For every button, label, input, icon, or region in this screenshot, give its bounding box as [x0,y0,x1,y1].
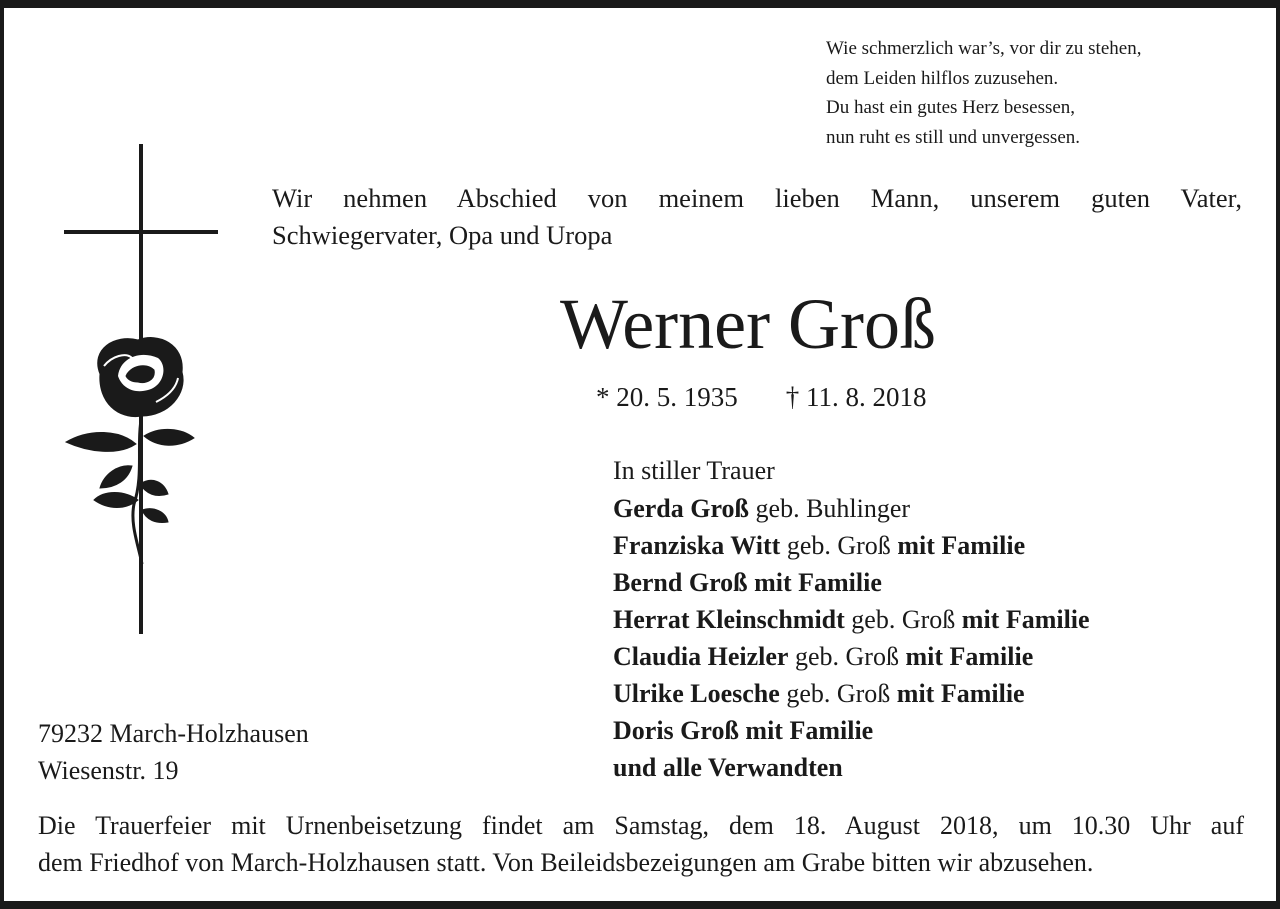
mourner-note: geb. Groß [788,642,906,671]
mourner-suffix: mit Familie [961,605,1090,634]
cross-and-rose-emblem [60,144,220,639]
rose-icon [66,338,194,564]
life-dates [596,378,927,416]
mourner-name: Gerda Groß [613,494,750,523]
mourner-suffix: mit Familie [896,679,1025,708]
farewell-line: Wir nehmen Abschied von meinem lieben Mann, unserem guten Vater, [272,183,1242,213]
mourner-row [613,490,1090,527]
mourner-row [613,527,1090,564]
death-date: † 11. 8. 2018 [785,382,927,412]
poem [826,34,1141,152]
mourner-name: Bernd Groß mit Familie [613,568,882,597]
notice-line: dem Friedhof von March-Holzhausen statt. Von Beileidsbezeigungen am Grabe bitten wir abzusehen. [38,848,1094,877]
mourner-suffix: mit Familie [897,531,1026,560]
mourner-row [613,564,1090,601]
farewell-line: Schwiegervater, Opa und Uropa [272,220,613,250]
notice-line: Die Trauerfeier mit Urnenbeisetzung findet am Samstag, dem 18. August 2018, um 10.30 Uhr auf [38,811,1244,840]
funeral-notice [38,807,1244,881]
mourner-name: Ulrike Loesche [613,679,780,708]
mourner-row [613,638,1090,675]
deceased-name: Werner Groß [560,284,937,364]
mourner-note: geb. Groß [844,605,962,634]
mourner-note: geb. Groß [779,679,897,708]
mourner-name: Herrat Kleinschmidt [613,605,845,634]
mourners-intro: In stiller Trauer [613,456,775,485]
mourner-note: geb. Buhlinger [749,494,911,523]
mourner-name: und alle Verwandten [613,753,843,782]
poem-line: Du hast ein gutes Herz besessen, [826,97,1076,118]
birth-date: * 20. 5. 1935 [596,382,738,412]
mourners-list [613,452,1090,786]
address-city: 79232 March-Holzhausen [38,719,309,748]
mourner-row [613,601,1090,638]
poem-line: dem Leiden hilflos zuzusehen. [826,67,1059,89]
mourner-name: Franziska Witt [613,531,781,560]
poem-line: Wie schmerzlich war’s, vor dir zu stehen, [826,38,1142,59]
mourner-name: Claudia Heizler [613,642,789,671]
poem-line: nun ruht es still und unvergessen. [826,126,1081,148]
mourner-note: geb. Groß [780,531,898,560]
mourner-row [613,712,1090,749]
mourner-row [613,675,1090,712]
address-street: Wiesenstr. 19 [38,756,179,785]
mourner-name: Doris Groß mit Familie [613,716,874,745]
mourner-suffix: mit Familie [905,642,1034,671]
farewell-text [272,180,1242,254]
family-address [38,715,309,789]
mourner-row [613,749,1090,786]
